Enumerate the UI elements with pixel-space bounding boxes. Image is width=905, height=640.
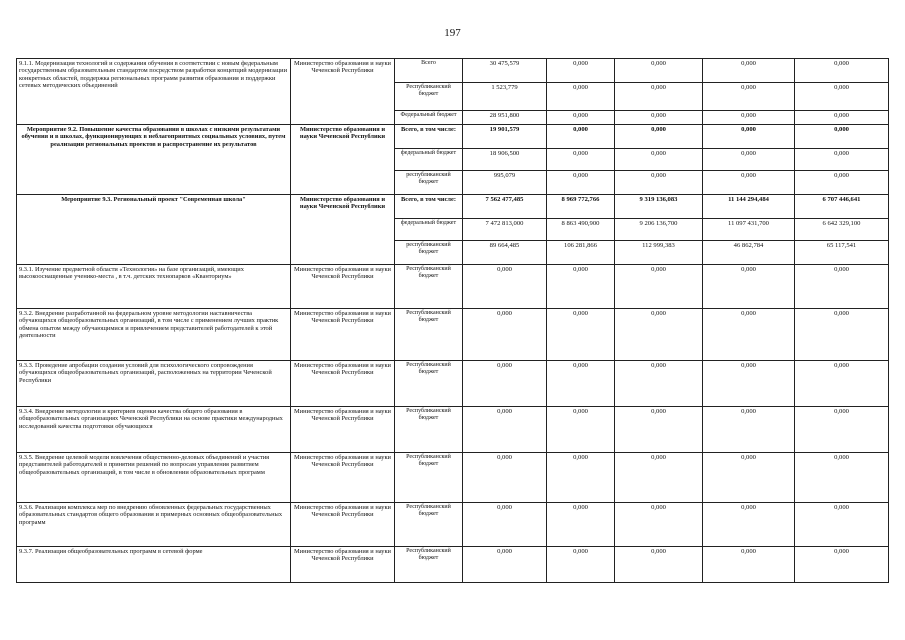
amount-cell: 8 969 772,766	[547, 195, 615, 219]
activity-name: 9.3.5. Внедрение целевой модели вовлечения общественно-деловых объединений и участия представителей работодателей в принятии решений по вопросам управления развитием общеобразовательных организаций, в том числе в обновлении образовательных программ	[17, 453, 291, 503]
amount-cell: 0,000	[703, 125, 795, 149]
amount-cell: 0,000	[615, 265, 703, 309]
funding-source: Республиканский бюджет	[395, 407, 463, 453]
amount-cell: 0,000	[615, 171, 703, 195]
amount-cell: 0,000	[795, 407, 889, 453]
amount-cell: 0,000	[615, 125, 703, 149]
amount-cell: 0,000	[463, 265, 547, 309]
table-row	[17, 407, 889, 453]
table-row	[17, 453, 889, 503]
funding-source: федеральный бюджет	[395, 219, 463, 241]
amount-cell: 0,000	[795, 453, 889, 503]
funding-source: Всего	[395, 59, 463, 83]
amount-cell: 0,000	[615, 309, 703, 361]
amount-cell: 0,000	[615, 111, 703, 125]
amount-cell: 0,000	[703, 59, 795, 83]
activity-name: Мероприятие 9.2. Повышение качества образования в школах с низкими результатами обучения и в школах, функционирующих в неблагоприятных социальных условиях, путем реализации региональных проектов и распространение их результатов	[17, 125, 291, 195]
budget-table	[16, 58, 889, 583]
amount-cell: 0,000	[547, 407, 615, 453]
amount-cell: 0,000	[703, 265, 795, 309]
amount-cell: 112 999,383	[615, 241, 703, 265]
amount-cell: 0,000	[463, 407, 547, 453]
funding-source: Республиканский бюджет	[395, 453, 463, 503]
amount-cell: 0,000	[703, 111, 795, 125]
amount-cell: 0,000	[547, 125, 615, 149]
amount-cell: 0,000	[615, 503, 703, 547]
activity-name: Мероприятие 9.3. Региональный проект "Современная школа"	[17, 195, 291, 265]
amount-cell: 0,000	[547, 171, 615, 195]
responsible-org: Министерство образования и науки Чеченской Республики	[291, 503, 395, 547]
page-number: 197	[444, 27, 461, 39]
amount-cell: 0,000	[703, 361, 795, 407]
amount-cell: 0,000	[547, 453, 615, 503]
amount-cell: 11 144 294,484	[703, 195, 795, 219]
amount-cell: 7 562 477,485	[463, 195, 547, 219]
amount-cell: 0,000	[703, 547, 795, 583]
responsible-org: Министерство образования и науки Чеченской Республики	[291, 361, 395, 407]
amount-cell: 46 862,784	[703, 241, 795, 265]
responsible-org: Министерство образования и науки Чеченской Республики	[291, 547, 395, 583]
amount-cell: 7 472 813,000	[463, 219, 547, 241]
table-row	[17, 59, 889, 83]
amount-cell: 0,000	[795, 83, 889, 111]
amount-cell: 0,000	[615, 149, 703, 171]
amount-cell: 0,000	[615, 361, 703, 407]
amount-cell: 9 206 136,700	[615, 219, 703, 241]
amount-cell: 65 117,541	[795, 241, 889, 265]
amount-cell: 19 901,579	[463, 125, 547, 149]
amount-cell: 0,000	[795, 503, 889, 547]
funding-source: республиканский бюджет	[395, 171, 463, 195]
amount-cell: 11 097 431,700	[703, 219, 795, 241]
responsible-org: Министерство образования и науки Чеченской Республики	[291, 125, 395, 195]
table-row	[17, 503, 889, 547]
amount-cell: 0,000	[463, 547, 547, 583]
funding-source: Республиканский бюджет	[395, 309, 463, 361]
amount-cell: 28 951,800	[463, 111, 547, 125]
amount-cell: 0,000	[795, 149, 889, 171]
amount-cell: 0,000	[795, 361, 889, 407]
amount-cell: 995,079	[463, 171, 547, 195]
amount-cell: 0,000	[615, 547, 703, 583]
amount-cell: 0,000	[547, 361, 615, 407]
funding-source: Республиканский бюджет	[395, 83, 463, 111]
amount-cell: 0,000	[795, 265, 889, 309]
amount-cell: 0,000	[703, 407, 795, 453]
amount-cell: 0,000	[547, 265, 615, 309]
amount-cell: 0,000	[795, 309, 889, 361]
amount-cell: 0,000	[463, 453, 547, 503]
table-row	[17, 361, 889, 407]
amount-cell: 0,000	[795, 125, 889, 149]
amount-cell: 0,000	[703, 171, 795, 195]
amount-cell: 1 523,779	[463, 83, 547, 111]
amount-cell: 0,000	[795, 59, 889, 83]
responsible-org: Министерство образования и науки Чеченской Республики	[291, 265, 395, 309]
table-row	[17, 125, 889, 149]
activity-name: 9.3.6. Реализация комплекса мер по внедрению обновленных федеральных государственных образовательных стандартов общего образования и примерных основных общеобразовательных программ	[17, 503, 291, 547]
amount-cell: 0,000	[703, 503, 795, 547]
amount-cell: 0,000	[615, 59, 703, 83]
amount-cell: 89 664,485	[463, 241, 547, 265]
amount-cell: 0,000	[463, 309, 547, 361]
funding-source: республиканский бюджет	[395, 241, 463, 265]
table-row	[17, 547, 889, 583]
funding-source: Всего, в том числе:	[395, 195, 463, 219]
amount-cell: 30 475,579	[463, 59, 547, 83]
funding-source: Республиканский бюджет	[395, 361, 463, 407]
table-row	[17, 195, 889, 219]
amount-cell: 0,000	[547, 111, 615, 125]
amount-cell: 0,000	[703, 149, 795, 171]
funding-source: Республиканский бюджет	[395, 547, 463, 583]
amount-cell: 0,000	[703, 309, 795, 361]
amount-cell: 0,000	[463, 503, 547, 547]
funding-source: федеральный бюджет	[395, 149, 463, 171]
table-row	[17, 265, 889, 309]
amount-cell: 18 906,500	[463, 149, 547, 171]
amount-cell: 0,000	[547, 149, 615, 171]
amount-cell: 8 863 490,900	[547, 219, 615, 241]
amount-cell: 106 281,866	[547, 241, 615, 265]
responsible-org: Министерство образования и науки Чеченской Республики	[291, 195, 395, 265]
activity-name: 9.3.2. Внедрение разработанной на федеральном уровне методологии наставничества обучающихся общеобразовательных организаций, в том числе с применением лучших практик обмена опытом между обучающимися и привлечением представителей работодателей к этой деятельности	[17, 309, 291, 361]
activity-name: 9.3.1. Изучение предметной области «Технология» на базе организаций, имеющих высокооснащенные ученико-места , в т.ч. детских технопарков «Кванториум»	[17, 265, 291, 309]
amount-cell: 0,000	[795, 547, 889, 583]
amount-cell: 9 319 136,083	[615, 195, 703, 219]
table-row	[17, 309, 889, 361]
responsible-org: Министерство образования и науки Чеченской Республики	[291, 453, 395, 503]
amount-cell: 0,000	[547, 503, 615, 547]
amount-cell: 0,000	[547, 59, 615, 83]
responsible-org: Министерство образования и науки Чеченской Республики	[291, 309, 395, 361]
amount-cell: 0,000	[703, 83, 795, 111]
responsible-org: Министерство образования и науки Чеченской Республики	[291, 407, 395, 453]
amount-cell: 0,000	[463, 361, 547, 407]
responsible-org: Министерство образования и науки Чеченской Республики	[291, 59, 395, 125]
amount-cell: 0,000	[615, 83, 703, 111]
funding-source: Республиканский бюджет	[395, 265, 463, 309]
amount-cell: 0,000	[795, 171, 889, 195]
amount-cell: 6 642 329,100	[795, 219, 889, 241]
amount-cell: 0,000	[615, 453, 703, 503]
activity-name: 9.3.7. Реализация общеобразовательных программ в сетевой форме	[17, 547, 291, 583]
funding-source: Федеральный бюджет	[395, 111, 463, 125]
amount-cell: 6 707 446,641	[795, 195, 889, 219]
amount-cell: 0,000	[547, 309, 615, 361]
funding-source: Республиканский бюджет	[395, 503, 463, 547]
amount-cell: 0,000	[615, 407, 703, 453]
amount-cell: 0,000	[547, 547, 615, 583]
funding-source: Всего, в том числе:	[395, 125, 463, 149]
activity-name: 9.3.4. Внедрение методологии и критериев оценки качества общего образования в общеобразовательных организациях Чеченской Республики на основе практики международных исследований качества подготовки обучающихся	[17, 407, 291, 453]
amount-cell: 0,000	[547, 83, 615, 111]
activity-name: 9.1.1. Модернизация технологий и содержания обучения в соответствии с новым федеральным государственным образовательным стандартом посредством разработки концепций модернизации конкретных областей, поддержка региональных программ развития образования и поддержки сетевых методических объединений	[17, 59, 291, 125]
amount-cell: 0,000	[703, 453, 795, 503]
amount-cell: 0,000	[795, 111, 889, 125]
activity-name: 9.3.3. Проведение апробации создания условий для психологического сопровождения обучающихся общеобразовательных организаций, расположенных на территории Чеченской Республики	[17, 361, 291, 407]
